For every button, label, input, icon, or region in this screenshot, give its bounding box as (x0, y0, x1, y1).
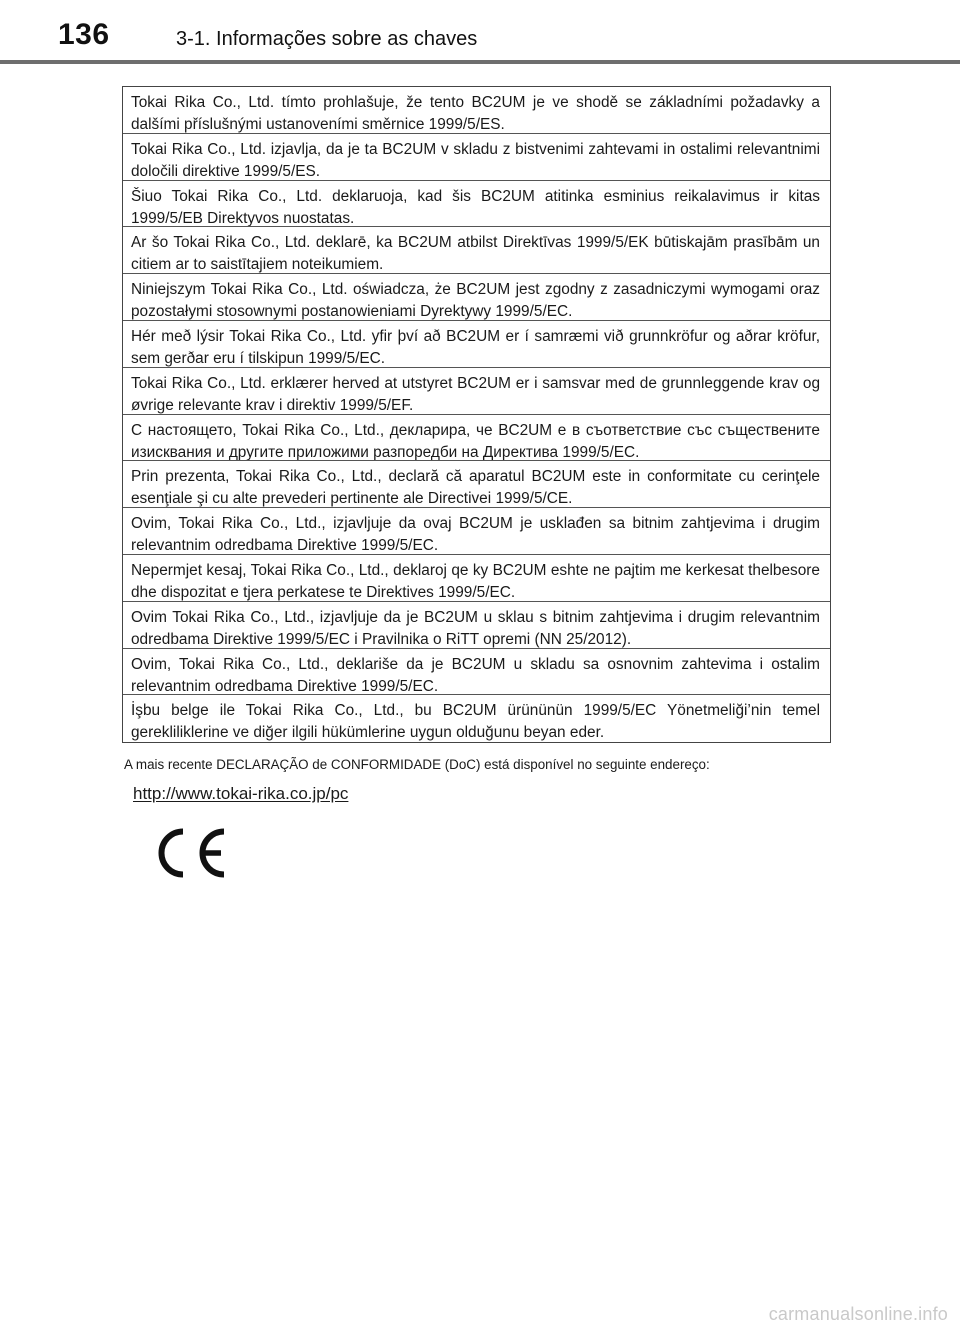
header-rule (0, 60, 960, 64)
declaration-row-croatian: Ovim Tokai Rika Co., Ltd., izjavljuje da je BC2UM u sklau s bitnim zahtjevima i drugim relevantnim odredbama Direktive 1999/5/EC i Pravilnika o RiTT opremi (NN 25/2012). (123, 602, 830, 649)
watermark: carmanualsonline.info (768, 1304, 948, 1324)
declaration-row-icelandic: Hér með lýsir Tokai Rika Co., Ltd. yfir því að BC2UM er í samræmi við grunnkröfur og aðrar kröfur, sem gerðar eru í tilskipun 1999/5/EC. (123, 321, 830, 368)
declaration-row-bulgarian: С настоящето, Tokai Rika Co., Ltd., декларира, че BC2UM е в съответствие със съществените изисквания и другите приложими разпоредби на Директива 1999/5/ЕС. (123, 415, 830, 462)
doc-availability-note: A mais recente DECLARAÇÃO de CONFORMIDADE (DoC) está disponível no seguinte endereço: (124, 757, 710, 772)
declaration-row-turkish: İşbu belge ile Tokai Rika Co., Ltd., bu BC2UM ürününün 1999/5/EC Yönetmeliği’nin temel gerekliliklerine ve diğer ilgili hükümlerine uygun olduğunu beyan eder. (131, 702, 820, 742)
declaration-row-latvian: Ar šo Tokai Rika Co., Ltd. deklarē, ka BC2UM atbilst Direktīvas 1999/5/EK būtiskajām prasībām un citiem ar to saistītajiem noteikumiem. (123, 227, 830, 274)
declaration-row-albanian: Nepermjet kesaj, Tokai Rika Co., Ltd., deklaroj qe ky BC2UM eshte ne pajtim me kerkesat thelbesore dhe dispozitat e tjera perkatese te Direktives 1999/5/EC. (123, 555, 830, 602)
declaration-row-polish: Niniejszym Tokai Rika Co., Ltd. oświadcza, że BC2UM jest zgodny z zasadniczymi wymogami oraz pozostałymi stosownymi postanowieniami Dyrektywy 1999/5/EC. (123, 274, 830, 321)
section-title: 3-1. Informações sobre as chaves (176, 28, 478, 50)
declaration-row-norwegian: Tokai Rika Co., Ltd. erklærer herved at utstyret BC2UM er i samsvar med de grunnleggende krav og øvrige relevante krav i direktiv 1999/5/EF. (123, 368, 830, 415)
declarations-table (122, 86, 831, 743)
doc-url-link[interactable]: http://www.tokai-rika.co.jp/pc (133, 784, 349, 803)
declaration-row-romanian: Prin prezenta, Tokai Rika Co., Ltd., declară că aparatul BC2UM este in conformitate cu cerinţele esenţiale şi cu alte prevederi pertinente ale Directivei 1999/5/CE. (123, 461, 830, 508)
declaration-row-lithuanian: Šiuo Tokai Rika Co., Ltd. deklaruoja, kad šis BC2UM atitinka esminius reikalavimus ir kitas 1999/5/EB Direktyvos nuostatas. (123, 181, 830, 228)
page-header (0, 0, 960, 64)
declaration-row-serbian: Ovim, Tokai Rika Co., Ltd., deklariše da je BC2UM u skladu sa osnovnim zahtevima i ostalim relevantnim odredbama Direktive 1999/5/EC. (123, 649, 830, 696)
declaration-row-czech: Tokai Rika Co., Ltd. tímto prohlašuje, že tento BC2UM je ve shodě se základními požadavky a dalšími příslušnými ustanoveními směrnice 1999/5/ES. (123, 87, 830, 134)
page-number: 136 (58, 18, 110, 51)
declaration-row-slovenian: Tokai Rika Co., Ltd. izjavlja, da je ta BC2UM v skladu z bistvenimi zahtevami in ostalimi relevantnimi določili direktive 1999/5/ES. (123, 134, 830, 181)
declaration-row-bosnian: Ovim, Tokai Rika Co., Ltd., izjavljuje da ovaj BC2UM je usklađen sa bitnim zahtjevima i drugim relevantnim odredbama Direktive 1999/5/EC. (123, 508, 830, 555)
ce-mark-icon (150, 825, 230, 881)
